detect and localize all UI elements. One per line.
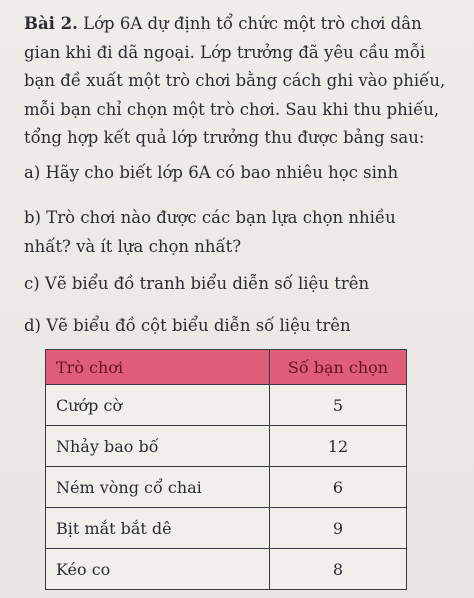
problem-label: Bài 2. (24, 14, 78, 33)
problem-line-3: bạn đề xuất một trò chơi bằng cách ghi vào phiếu, (24, 71, 446, 90)
data-table (45, 349, 407, 590)
cell-game: Bịt mắt bắt dê (46, 508, 270, 549)
cell-count: 6 (270, 467, 407, 508)
table-row (46, 426, 407, 467)
table-header-row (46, 350, 407, 385)
problem-statement (24, 10, 464, 153)
cell-count: 5 (270, 385, 407, 426)
question-d: d) Vẽ biểu đồ cột biểu diễn số liệu trên (24, 316, 351, 335)
cell-count: 12 (270, 426, 407, 467)
problem-text-1: Lớp 6A dự định tổ chức một trò chơi dân (83, 14, 422, 33)
table-row (46, 508, 407, 549)
cell-count: 9 (270, 508, 407, 549)
problem-line-2: gian khi đi dã ngoại. Lớp trưởng đã yêu cầu mỗi (24, 42, 426, 62)
question-a: a) Hãy cho biết lớp 6A có bao nhiêu học sinh (24, 163, 399, 182)
cell-game: Kéo co (46, 549, 270, 590)
cell-game: Cướp cờ (46, 385, 270, 426)
table-row (46, 385, 407, 426)
cell-game: Nhảy bao bố (46, 426, 270, 467)
table-row (46, 549, 407, 590)
problem-line-1 (24, 10, 464, 39)
cell-game: Ném vòng cổ chai (46, 467, 270, 508)
table-row (46, 467, 407, 508)
question-b-line-2: nhất? và ít lựa chọn nhất? (24, 237, 242, 256)
question-c: c) Vẽ biểu đồ tranh biểu diễn số liệu trên (24, 274, 370, 293)
question-b-line-1: b) Trò chơi nào được các bạn lựa chọn nhiều (24, 208, 396, 227)
header-game: Trò chơi (46, 350, 270, 385)
header-count: Số bạn chọn (270, 350, 407, 385)
cell-count: 8 (270, 549, 407, 590)
problem-line-5: tổng hợp kết quả lớp trưởng thu được bảng sau: (24, 128, 425, 147)
problem-line-4: mỗi bạn chỉ chọn một trò chơi. Sau khi thu phiếu, (24, 99, 440, 119)
